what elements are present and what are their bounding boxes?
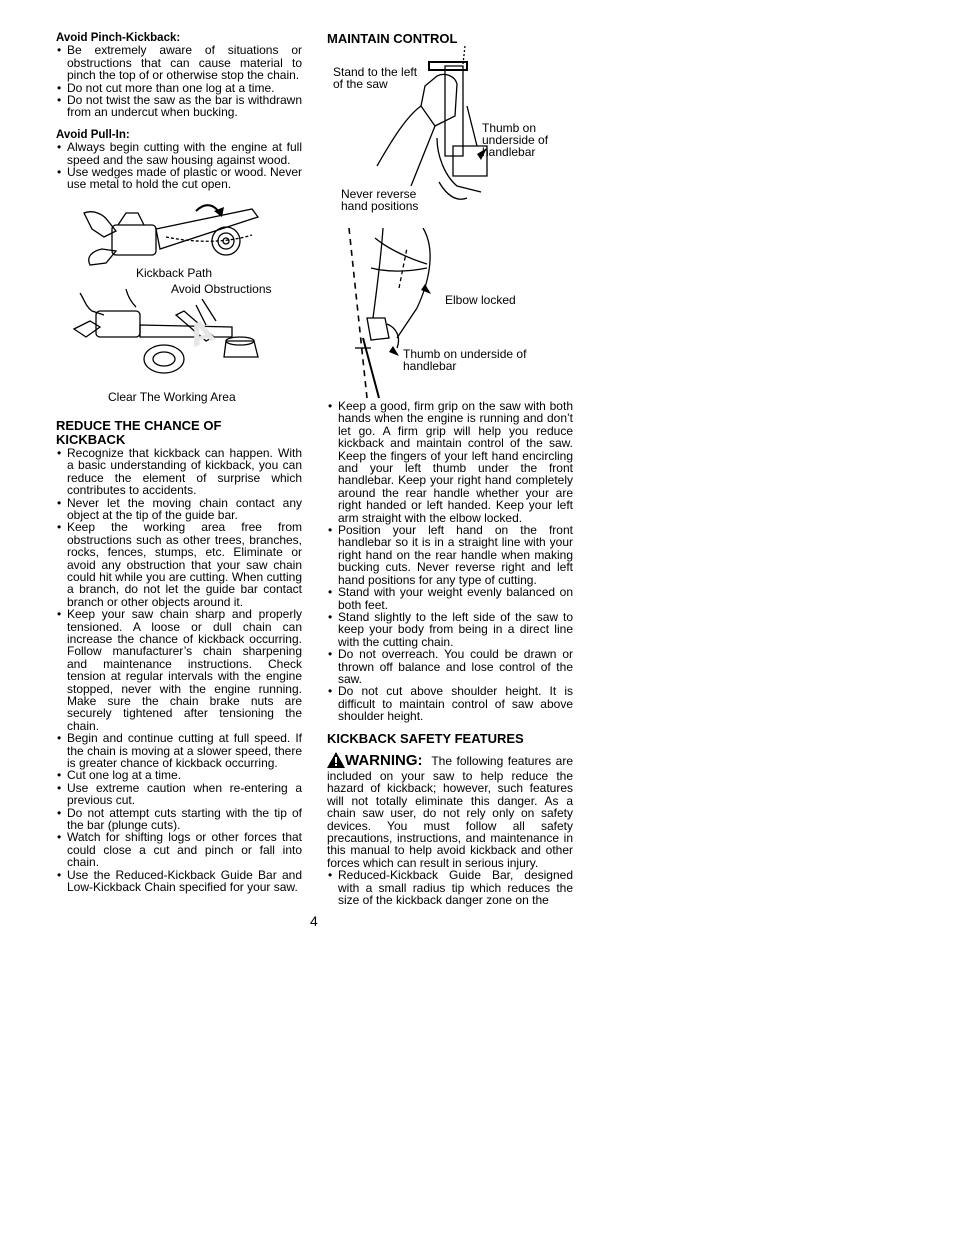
list-item: • Always begin cutting with the engine at full speed and the saw housing against wood.: [56, 141, 302, 166]
never-reverse-label-line1: Never reverse: [341, 187, 417, 201]
list-item: • Stand slightly to the left side of the saw to keep your body from being in a direct line with the cutting chain.: [327, 611, 573, 648]
reduce-kickback-list: [56, 447, 302, 894]
pinch-kickback-list: [56, 44, 302, 118]
thumb-label-line3: handlebar: [482, 145, 536, 159]
list-item: • Do not cut more than one log at a time.: [56, 82, 302, 94]
list-item: • Use wedges made of plastic or wood. Never use metal to hold the cut open.: [56, 166, 302, 191]
stance-figure: [327, 228, 573, 400]
list-item: • Do not attempt cuts starting with the tip of the bar (plunge cuts).: [56, 807, 302, 832]
list-item: • Cut one log at a time.: [56, 769, 302, 781]
warning-paragraph: [327, 752, 573, 870]
thumb-label-line1: Thumb on: [482, 121, 537, 135]
safety-features-list: [327, 869, 573, 906]
right-column: [327, 32, 573, 906]
pull-in-list: [56, 141, 302, 191]
stand-left-label-line2: of the saw: [333, 77, 388, 91]
list-item: • Never let the moving chain contact any object at the tip of the guide bar.: [56, 497, 302, 522]
list-item: • Recognize that kickback can happen. With a basic understanding of kickback, you can reduce the element of surprise which contributes to accidents.: [56, 447, 302, 497]
kickback-safety-heading: KICKBACK SAFETY FEATURES: [327, 730, 524, 746]
list-item: • Be extremely aware of situations or obstructions that can cause material to pinch the top of or otherwise stop the chain.: [56, 44, 302, 81]
list-item: • Watch for shifting logs or other forces that could close a cut and pinch or fall into chain.: [56, 831, 302, 868]
list-item: • Use the Reduced-Kickback Guide Bar and Low-Kickback Chain specified for your saw.: [56, 869, 302, 894]
maintain-control-heading: MAINTAIN CONTROL: [327, 31, 458, 46]
clear-working-area-caption: Clear The Working Area: [108, 389, 236, 404]
elbow-locked-label: Elbow locked: [445, 293, 516, 307]
list-item: • Begin and continue cutting at full speed. If the chain is moving at a slower speed, there is greater chance of kickback occurring.: [56, 732, 302, 769]
obstructions-figure: [56, 281, 302, 409]
warning-text: The following features are included on your saw to help reduce the hazard of kickback; however, such features will not totally eliminate this danger. As a chain saw user, do not rely only on safety devices. You must follow all safety precautions, instructions, and maintenance in this manual to help avoid kickback and other forces which can result in serious injury.: [327, 753, 574, 870]
thumb-label-line2: underside of: [482, 133, 549, 147]
page-number: 4: [310, 913, 318, 929]
pull-in-heading: Avoid Pull-In:: [56, 128, 130, 141]
list-item: • Reduced-Kickback Guide Bar, designed with a small radius tip which reduces the size of the kickback danger zone on the: [327, 869, 573, 906]
list-item: • Position your left hand on the front handlebar so it is in a straight line with your right hand on the rear handle when making bucking cuts. Never reverse right and left hand positions for any type of cutting.: [327, 524, 573, 586]
list-item: • Stand with your weight evenly balanced on both feet.: [327, 586, 573, 611]
thumb-underside-label-line2: handlebar: [403, 359, 457, 373]
list-item: • Do not overreach. You could be drawn or thrown off balance and lose control of the saw.: [327, 648, 573, 685]
chainsaw-stance-illustration: [327, 228, 573, 400]
maintain-control-list: [327, 400, 573, 723]
warning-word: WARNING:: [345, 751, 423, 769]
kickback-path-caption: Kickback Path: [136, 265, 213, 280]
warning-triangle-icon: [327, 752, 345, 770]
list-item: • Do not cut above shoulder height. It is difficult to maintain control of saw above shoulder height.: [327, 685, 573, 722]
never-reverse-label-line2: hand positions: [341, 199, 419, 213]
stand-left-label-line1: Stand to the left: [333, 65, 418, 79]
list-item: • Keep the working area free from obstructions such as other trees, branches, rocks, fences, stumps, etc. Eliminate or avoid any obstruction that your saw chain could hit while you are cutting. When cutting a branch, do not let the guide bar contact branch or other objects around it.: [56, 521, 302, 608]
svg-text:A: A: [184, 313, 219, 355]
kickback-path-figure: [56, 191, 302, 285]
reduce-kickback-heading-line2: KICKBACK: [56, 431, 126, 447]
list-item: • Use extreme caution when re-entering a previous cut.: [56, 782, 302, 807]
reduce-kickback-heading-line1: REDUCE THE CHANCE OF: [56, 417, 222, 433]
pinch-kickback-heading: Avoid Pinch-Kickback:: [56, 32, 181, 44]
avoid-obstructions-caption: Avoid Obstructions: [171, 281, 272, 296]
left-column: [56, 32, 302, 894]
grip-figure: [327, 46, 573, 228]
list-item: • Keep a good, firm grip on the saw with both hands when the engine is running and don’t let go. A firm grip will help you reduce kickback and maintain control of the saw. Keep the fingers of your left hand encircling and your left thumb under the front handlebar. Keep your right hand completely around the rear handle whether your are right handed or left handed. Keep your left arm straight with the elbow locked.: [327, 400, 573, 524]
list-item: • Do not twist the saw as the bar is withdrawn from an undercut when bucking.: [56, 94, 302, 119]
list-item: • Keep your saw chain sharp and properly tensioned. A loose or dull chain can increase the chance of kickback occurring. Follow manufacturer’s chain sharpening and maintenance instructions. Check tension at regular intervals with the engine stopped, never with the engine running. Make sure the chain brake nuts are securely tightened after tensioning the chain.: [56, 608, 302, 732]
thumb-underside-label-line1: Thumb on underside of: [403, 347, 527, 361]
